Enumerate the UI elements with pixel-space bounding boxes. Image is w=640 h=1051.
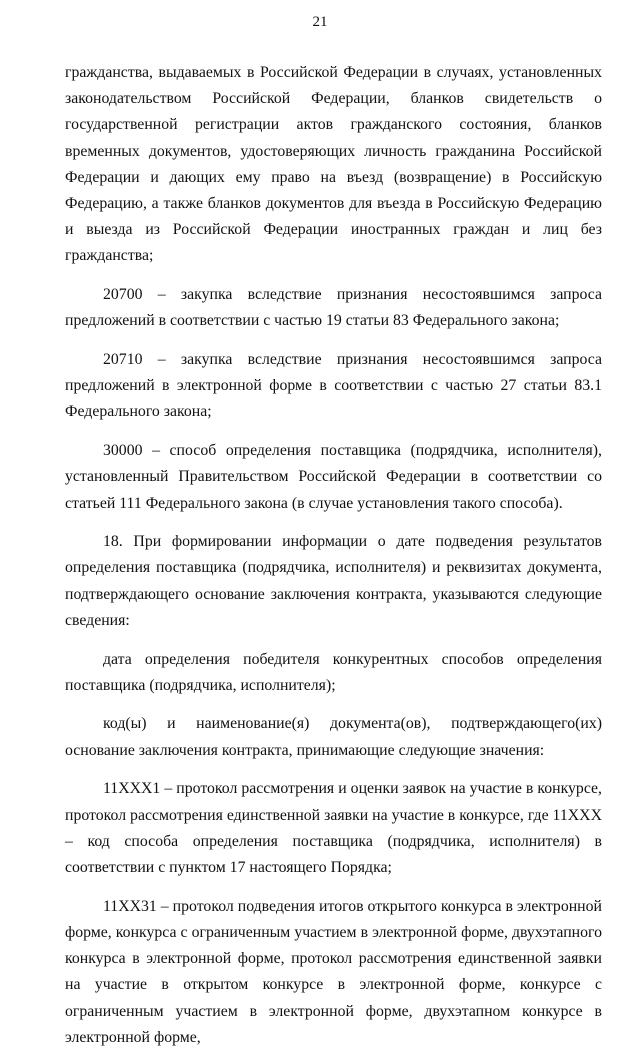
paragraph: 11XXX1 – протокол рассмотрения и оценки заявок на участие в конкурсе, протокол рассмотрения единственной заявки на участие в конкурсе, где 11XXX – код способа определения поставщика (подрядчика, исполнителя) в соответствии с пунктом 17 настоящего Порядка; (65, 780, 602, 876)
paragraph: 30000 – способ определения поставщика (подрядчика, исполнителя), установленный Правительством Российской Федерации в соответствии со статьей 111 Федерального закона (в случае установления такого способа). (65, 442, 602, 512)
paragraph: 20710 – закупка вследствие признания несостоявшимся запроса предложений в электронной форме в соответствии с частью 27 статьи 83.1 Федерального закона; (65, 351, 602, 421)
document-body (65, 60, 602, 1051)
page-number: 21 (312, 14, 328, 30)
paragraph: код(ы) и наименование(я) документа(ов), подтверждающего(их) основание заключения контракта, принимающие следующие значения: (65, 715, 602, 759)
paragraph: 20700 – закупка вследствие признания несостоявшимся запроса предложений в соответствии с частью 19 статьи 83 Федерального закона; (65, 286, 602, 330)
paragraph: 18. При формировании информации о дате подведения результатов определения поставщика (подрядчика, исполнителя) и реквизитах документа, подтверждающего основание заключения контракта, указываются следующие сведения: (65, 533, 602, 629)
paragraph: дата определения победителя конкурентных способов определения поставщика (подрядчика, исполнителя); (65, 650, 602, 694)
paragraph: гражданства, выдаваемых в Российской Федерации в случаях, установленных законодательством Российской Федерации, бланков свидетельств о государственной регистрации актов гражданского состояния, бланков временных документов, удостоверяющих личность гражданина Российской Федерации и дающих ему право на въезд (возвращение) в Российскую Федерацию, а также бланков документов для въезда в Российскую Федерацию и выезда из Российской Федерации иностранных граждан и лиц без гражданства; (65, 64, 602, 265)
paragraph: 11XX31 – протокол подведения итогов открытого конкурса в электронной форме, конкурса с ограниченным участием в электронной форме, двухэтапного конкурса в электронной форме, протокол рассмотрения единственной заявки на участие в открытом конкурсе в электронной форме, конкурсе с ограниченным участием в электронной форме, двухэтапном конкурсе в электронной форме, (65, 897, 602, 1046)
